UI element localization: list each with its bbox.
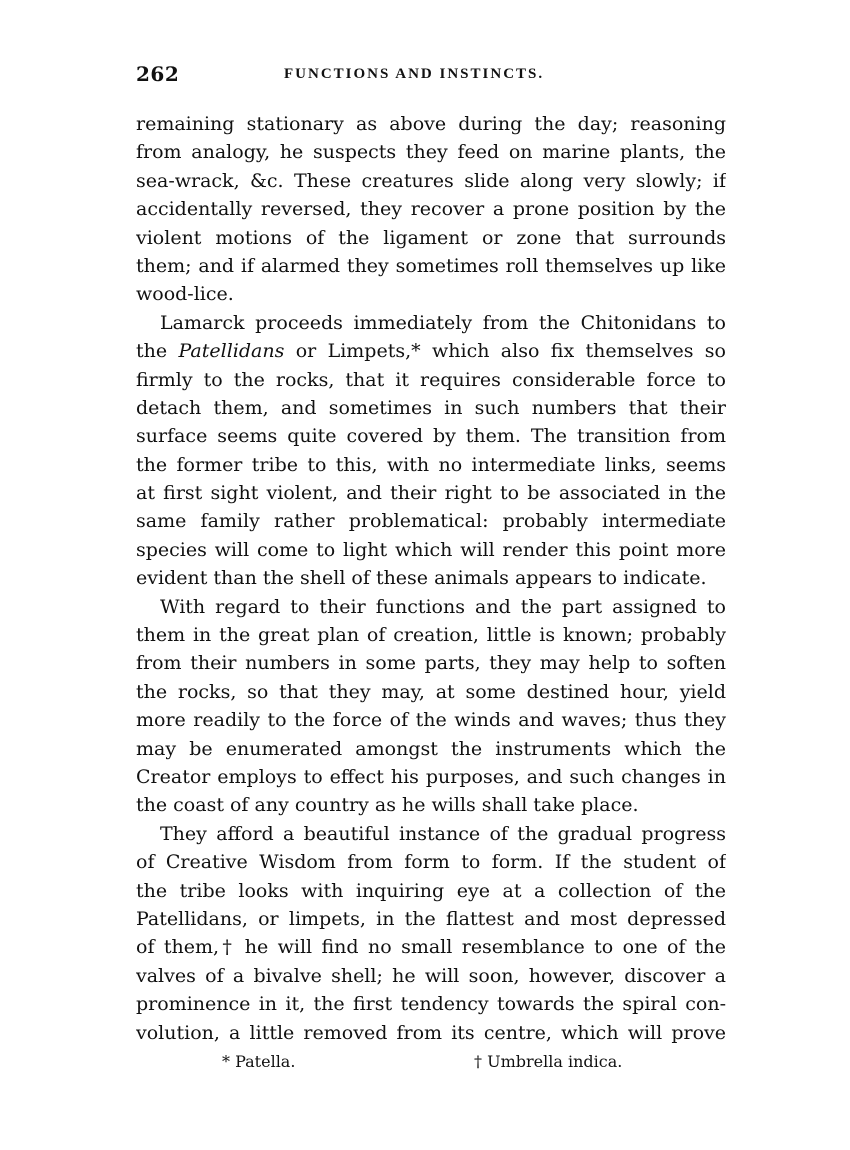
footnote: † Umbrella indica.	[474, 1052, 623, 1071]
text-line: them; and if alarmed they sometimes roll themselves up like	[136, 254, 726, 277]
text-line: volution, a little removed from its centre, which will prove	[136, 1021, 726, 1044]
text-line: accidentally reversed, they recover a prone position by the	[136, 198, 726, 221]
text-line: may be enumerated amongst the instruments which the	[136, 737, 726, 760]
text-line: surface seems quite covered by them. The transition from	[136, 425, 726, 448]
footnotes	[136, 1052, 726, 1076]
text-line: species will come to light which will render this point more	[136, 538, 726, 561]
page-header	[136, 62, 726, 88]
text-line: remaining stationary as above during the day; reasoning	[136, 113, 726, 135]
text-line: firmly to the rocks, that it requires considerable force to	[136, 368, 726, 391]
footnote: * Patella.	[222, 1052, 296, 1071]
text-line: from their numbers in some parts, they may help to soften	[136, 652, 726, 675]
text-line: the tribe looks with inquiring eye at a collection of the	[136, 879, 726, 902]
text-line: prominence in it, the first tendency towards the spiral con-	[136, 993, 726, 1016]
text-line: the coast of any country as he wills shall take place.	[136, 794, 639, 817]
page-number: 262	[136, 62, 180, 86]
text-line: of them,† he will find no small resemblance to one of the	[136, 936, 726, 959]
text-line: of Creative Wisdom from form to form. If the student of	[136, 851, 726, 874]
text-line: Patellidans, or limpets, in the flattest and most depressed	[136, 907, 726, 930]
text-line: Creator employs to effect his purposes, and such changes in	[136, 765, 726, 788]
text-line: With regard to their functions and the part assigned to	[160, 595, 726, 618]
text-line: evident than the shell of these animals appears to indicate.	[136, 567, 707, 590]
text-line: They afford a beautiful instance of the gradual progress	[160, 822, 726, 845]
text-line: the Patellidans or Limpets,* which also fix themselves so	[136, 340, 726, 363]
text-line: violent motions of the ligament or zone that surrounds	[136, 226, 726, 249]
text-line: Lamarck proceeds immediately from the Chitonidans to	[160, 311, 726, 334]
text-line: at first sight violent, and their right to be associated in the	[136, 482, 726, 505]
text-line: wood-lice.	[136, 283, 234, 306]
text-line: detach them, and sometimes in such numbers that their	[136, 396, 726, 419]
text-line: the former tribe to this, with no intermediate links, seems	[136, 453, 726, 476]
italic-term: Patellidans	[178, 340, 285, 363]
text-line: more readily to the force of the winds and waves; thus they	[136, 709, 726, 732]
text-line: the rocks, so that they may, at some destined hour, yield	[136, 680, 726, 703]
text-line: them in the great plan of creation, little is known; probably	[136, 624, 726, 647]
text-line: sea-wrack, &c. These creatures slide along very slowly; if	[136, 169, 726, 192]
text-line: valves of a bivalve shell; he will soon, however, discover a	[136, 964, 726, 987]
text-line: from analogy, he suspects they feed on marine plants, the	[136, 141, 726, 164]
running-title: FUNCTIONS AND INSTINCTS.	[284, 66, 545, 82]
body-text	[136, 110, 726, 1047]
text-line: same family rather problematical: probably intermediate	[136, 510, 726, 533]
